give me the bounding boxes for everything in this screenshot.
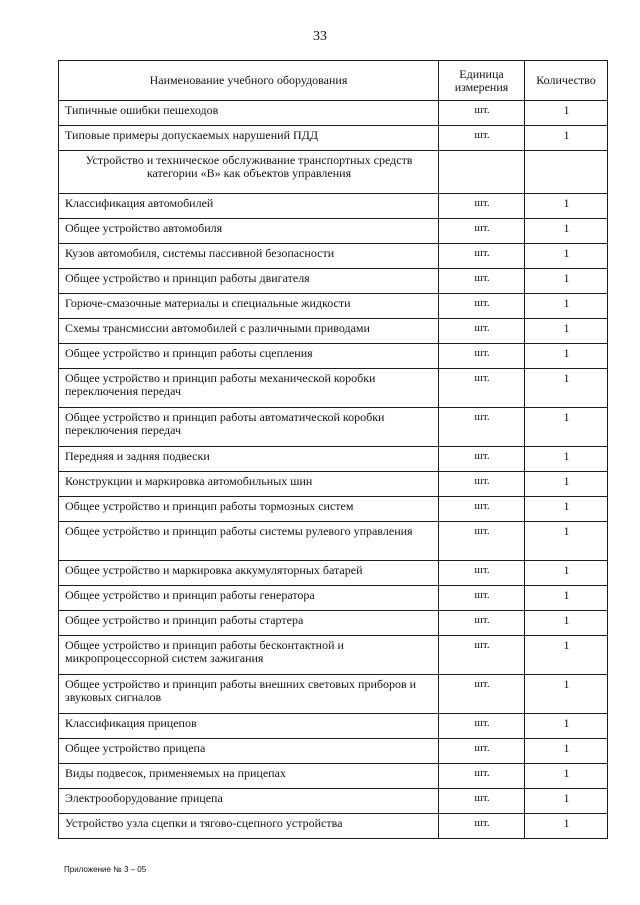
page-number: 33 <box>313 29 327 44</box>
row-unit: шт. <box>439 244 525 269</box>
row-quantity: 1 <box>525 244 608 269</box>
row-unit: шт. <box>439 369 525 408</box>
row-unit: шт. <box>439 675 525 714</box>
table-row <box>59 344 608 369</box>
row-quantity: 1 <box>525 675 608 714</box>
row-unit: шт. <box>439 714 525 739</box>
table-row <box>59 739 608 764</box>
row-unit: шт. <box>439 561 525 586</box>
row-unit: шт. <box>439 789 525 814</box>
row-unit: шт. <box>439 739 525 764</box>
row-unit: шт. <box>439 586 525 611</box>
table-row <box>59 269 608 294</box>
row-name: Общее устройство и принцип работы сцепления <box>59 344 439 369</box>
equipment-table <box>58 60 608 839</box>
row-unit: шт. <box>439 636 525 675</box>
row-name: Устройство и техническое обслуживание транспортных средств категории «В» как объектов управления <box>59 151 439 194</box>
table-row <box>59 522 608 561</box>
row-name: Виды подвесок, применяемых на прицепах <box>59 764 439 789</box>
row-quantity: 1 <box>525 319 608 344</box>
table-row <box>59 319 608 344</box>
row-unit: шт. <box>439 269 525 294</box>
row-quantity: 1 <box>525 472 608 497</box>
row-quantity: 1 <box>525 586 608 611</box>
row-unit: шт. <box>439 522 525 561</box>
table-row <box>59 714 608 739</box>
row-name: Типовые примеры допускаемых нарушений ПДД <box>59 126 439 151</box>
row-name: Общее устройство прицепа <box>59 739 439 764</box>
table-row <box>59 611 608 636</box>
row-name: Схемы трансмиссии автомобилей с различными приводами <box>59 319 439 344</box>
table-header-row <box>59 61 608 101</box>
row-name: Устройство узла сцепки и тягово-сцепного устройства <box>59 814 439 839</box>
row-quantity: 1 <box>525 447 608 472</box>
row-unit: шт. <box>439 319 525 344</box>
row-quantity: 1 <box>525 126 608 151</box>
row-unit: шт. <box>439 814 525 839</box>
row-quantity <box>525 151 608 194</box>
table-row <box>59 675 608 714</box>
row-quantity: 1 <box>525 408 608 447</box>
row-name: Типичные ошибки пешеходов <box>59 101 439 126</box>
row-name: Общее устройство и принцип работы тормозных систем <box>59 497 439 522</box>
row-quantity: 1 <box>525 344 608 369</box>
row-name: Общее устройство и принцип работы автоматической коробки переключения передач <box>59 408 439 447</box>
table-row <box>59 586 608 611</box>
table-row <box>59 101 608 126</box>
row-unit: шт. <box>439 611 525 636</box>
row-unit: шт. <box>439 764 525 789</box>
row-unit: шт. <box>439 447 525 472</box>
row-unit: шт. <box>439 194 525 219</box>
table-row <box>59 814 608 839</box>
row-quantity: 1 <box>525 714 608 739</box>
row-unit <box>439 151 525 194</box>
row-name: Общее устройство и принцип работы генератора <box>59 586 439 611</box>
table-row <box>59 244 608 269</box>
row-name: Общее устройство и маркировка аккумуляторных батарей <box>59 561 439 586</box>
row-quantity: 1 <box>525 294 608 319</box>
table-body <box>59 101 608 839</box>
table-section-row <box>59 151 608 194</box>
row-quantity: 1 <box>525 561 608 586</box>
table-row <box>59 126 608 151</box>
row-name: Электрооборудование прицепа <box>59 789 439 814</box>
table-row <box>59 636 608 675</box>
row-name: Классификация автомобилей <box>59 194 439 219</box>
row-quantity: 1 <box>525 522 608 561</box>
table-row <box>59 194 608 219</box>
table-row <box>59 764 608 789</box>
row-name: Кузов автомобиля, системы пассивной безопасности <box>59 244 439 269</box>
row-unit: шт. <box>439 344 525 369</box>
header-name: Наименование учебного оборудования <box>59 61 439 101</box>
header-quantity: Количество <box>525 61 608 101</box>
row-quantity: 1 <box>525 269 608 294</box>
row-name: Общее устройство и принцип работы двигателя <box>59 269 439 294</box>
row-name: Общее устройство и принцип работы стартера <box>59 611 439 636</box>
row-name: Передняя и задняя подвески <box>59 447 439 472</box>
row-quantity: 1 <box>525 497 608 522</box>
row-quantity: 1 <box>525 814 608 839</box>
row-quantity: 1 <box>525 789 608 814</box>
row-unit: шт. <box>439 472 525 497</box>
header-unit: Единица измерения <box>439 61 525 101</box>
row-unit: шт. <box>439 294 525 319</box>
row-quantity: 1 <box>525 764 608 789</box>
row-name: Общее устройство и принцип работы механической коробки переключения передач <box>59 369 439 408</box>
row-quantity: 1 <box>525 611 608 636</box>
table-row <box>59 408 608 447</box>
row-name: Классификация прицепов <box>59 714 439 739</box>
row-name: Общее устройство и принцип работы бесконтактной и микропроцессорной систем зажигания <box>59 636 439 675</box>
row-unit: шт. <box>439 497 525 522</box>
row-name: Общее устройство и принцип работы системы рулевого управления <box>59 522 439 561</box>
row-unit: шт. <box>439 101 525 126</box>
row-name: Горюче-смазочные материалы и специальные жидкости <box>59 294 439 319</box>
row-unit: шт. <box>439 126 525 151</box>
row-quantity: 1 <box>525 739 608 764</box>
row-name: Конструкции и маркировка автомобильных шин <box>59 472 439 497</box>
table-row <box>59 369 608 408</box>
table-row <box>59 447 608 472</box>
footer-note: Приложение № 3 – 05 <box>64 865 147 874</box>
row-unit: шт. <box>439 408 525 447</box>
row-quantity: 1 <box>525 369 608 408</box>
row-unit: шт. <box>439 219 525 244</box>
row-quantity: 1 <box>525 636 608 675</box>
table-row <box>59 789 608 814</box>
row-name: Общее устройство автомобиля <box>59 219 439 244</box>
row-name: Общее устройство и принцип работы внешних световых приборов и звуковых сигналов <box>59 675 439 714</box>
table-row <box>59 472 608 497</box>
table-row <box>59 219 608 244</box>
table-row <box>59 561 608 586</box>
row-quantity: 1 <box>525 101 608 126</box>
row-quantity: 1 <box>525 194 608 219</box>
table-row <box>59 294 608 319</box>
table-row <box>59 497 608 522</box>
row-quantity: 1 <box>525 219 608 244</box>
